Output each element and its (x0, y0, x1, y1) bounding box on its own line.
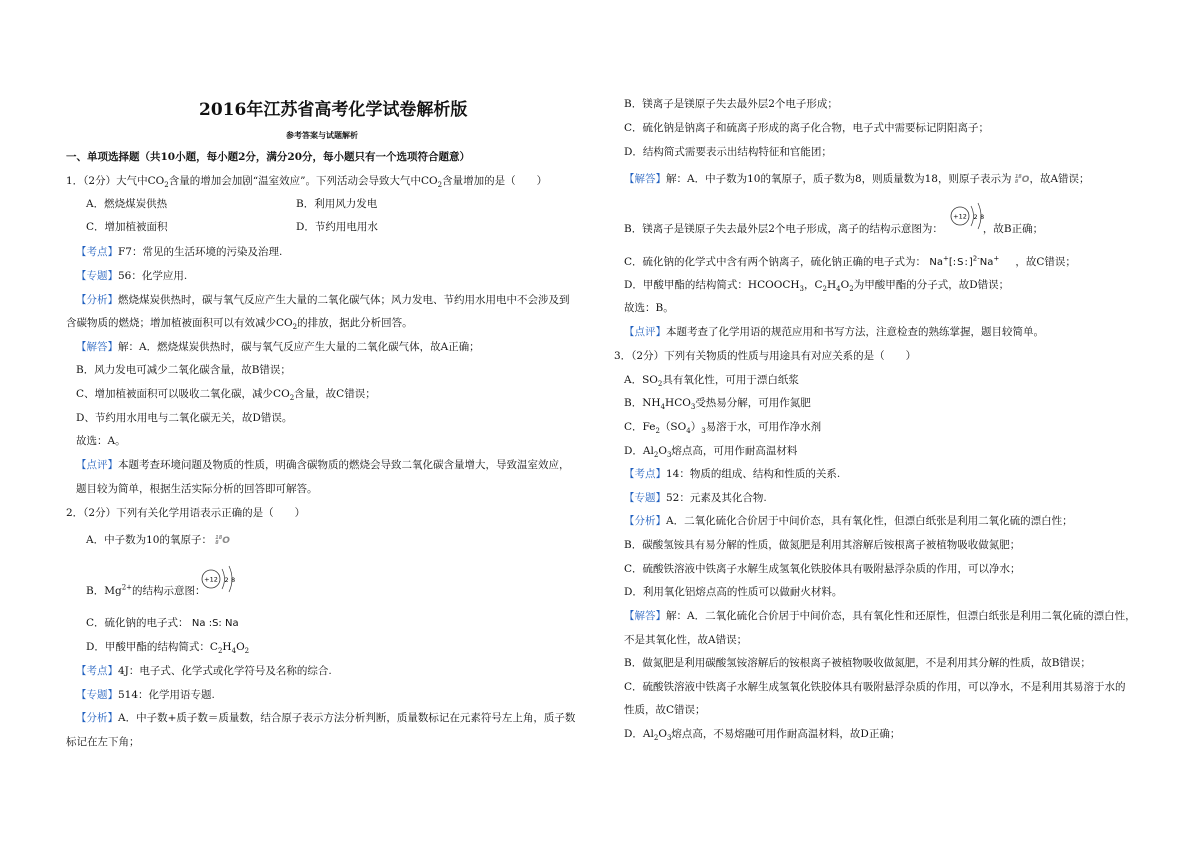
q2-dianping (624, 325, 1044, 339)
subscript: 3 (666, 451, 672, 460)
q1-option-c: C．增加植被面积 (86, 221, 168, 233)
subscript: 2 (822, 285, 827, 294)
subscript: 2 (164, 181, 169, 190)
text-part: 的结构示意图： (132, 585, 206, 597)
q3-jieda-2: 不是其氧化性，故A错误； (624, 634, 748, 646)
text-part: B．NH (624, 397, 661, 409)
q3-stem: 3．（2分）下列有关物质的性质与用途具有对应关系的是（ ） (614, 350, 917, 362)
tag-label: 【分析】 (624, 515, 666, 527)
element-symbol: Na (929, 257, 943, 268)
subscript: 2 (653, 451, 659, 460)
subscript: 2 (437, 181, 443, 190)
q1-fenxi (76, 293, 570, 307)
mg-ion-structure-diagram (200, 562, 240, 596)
tag-label: 【分析】 (76, 294, 118, 306)
text-part: O (840, 279, 850, 291)
element-symbol: O (222, 536, 230, 546)
q2-option-b (86, 584, 206, 598)
element-symbol: Na (224, 618, 239, 629)
subscript: 2 (657, 380, 663, 389)
tag-label: 【解答】 (624, 173, 666, 185)
subscript: 2 (849, 285, 854, 294)
tag-label: 【点评】 (624, 326, 666, 338)
shell-electrons: 8 (231, 576, 236, 584)
tag-label: 【专题】 (76, 270, 118, 282)
q3-fenxi-text: A．二氧化硫化合价居于中间价态，具有氧化性，但漂白纸张是利用二氧化硫的漂白性； (666, 515, 1073, 527)
subscript: 2 (292, 323, 298, 332)
q2-kaodian (76, 664, 332, 678)
q3-jieda (624, 609, 1136, 623)
superscript: 2+ (121, 583, 133, 592)
nucleus-charge: +12 (204, 575, 218, 584)
na2s-wrong-formula (192, 618, 239, 629)
subscript: 3 (799, 285, 804, 294)
shell-electrons: 8 (980, 213, 985, 221)
tag-label: 【解答】 (76, 341, 118, 353)
subscript: 4 (836, 285, 841, 294)
oxygen-isotope-symbol (215, 534, 230, 548)
q3-zhuanti (624, 491, 767, 505)
text-part: 熔点高，不易熔融可用作耐高温材料，故D正确； (671, 728, 901, 740)
q3-fenxi-4: D．利用氧化铝熔点高的性质可以做耐火材料。 (624, 586, 843, 598)
q3-jieda-text: 解：A．二氧化硫化合价居于中间价态，具有氧化性和还原性，但漂白纸张是利用二氧化硫的漂白性， (666, 610, 1136, 622)
text-part: D．甲酸甲酯的结构简式：C (86, 641, 218, 653)
text-part: ，故C错误； (1015, 256, 1076, 268)
q2-zhuanti (76, 688, 215, 702)
q1-jieda-5: 故选：A。 (76, 435, 126, 447)
text-part: H (827, 279, 837, 291)
q1-fenxi-text: 燃烧煤炭供热时，碳与氧气反应产生大量的二氧化碳气体；风力发电、节约用水用电中不会涉及到 (118, 294, 570, 306)
q3-jieda-4: C．硫酸铁溶液中铁离子水解生成氢氧化铁胶体具有吸附悬浮杂质的作用，可以净水，不是利用其易溶于水的 (624, 681, 1126, 693)
q3-option-c (624, 420, 821, 434)
tag-label: 【专题】 (624, 492, 666, 504)
q3-kaodian (624, 467, 840, 481)
text-part: A．SO (624, 374, 658, 386)
text-part: 具有氧化性，可用于漂白纸浆 (662, 374, 799, 386)
q3-option-b (624, 396, 811, 410)
tag-label: 【考点】 (624, 468, 666, 480)
text-part: A．中子数为10的氧原子： (86, 534, 212, 546)
text-part: O (658, 728, 667, 740)
text-part: B．镁离子是镁原子失去最外层2个电子形成，离子的结构示意图为： (624, 223, 943, 235)
q3-fenxi (624, 514, 1073, 528)
q1-jieda-3 (76, 387, 376, 401)
text-part: 的排放，据此分析回答。 (297, 317, 413, 329)
page-subtitle: 参考答案与试题解析 (286, 130, 358, 140)
text-part: O (236, 641, 245, 653)
q1-stem-part: 含量增加的是（ ） (442, 175, 548, 187)
q2-jieda-3 (624, 255, 1076, 270)
q1-stem-part: 1．（2分）大气中CO (66, 175, 165, 187)
q1-dianping-text: 本题考查环境问题及物质的性质，明确含碳物质的燃烧会导致二氧化碳含量增大，导致温室效应， (118, 459, 570, 471)
text-part: C．硫化钠的电子式： (86, 617, 189, 629)
text-part: D．甲酸甲酯的结构简式：HCOOCH (624, 279, 800, 291)
element-symbol: Na (979, 257, 994, 268)
na2s-correct-formula: Na+[:S:]$^{2-}$Na+ (929, 254, 1000, 268)
shell-electrons: 2 (224, 576, 229, 584)
q1-stem (66, 174, 547, 188)
q3-fenxi-3: C．硫酸铁溶液中铁离子水解生成氢氧化铁胶体具有吸附悬浮杂质的作用，可以净水； (624, 563, 1021, 575)
text-part: O (658, 445, 667, 457)
element-symbol: S (957, 257, 965, 268)
mass-number: 18 (215, 534, 223, 541)
sulfur-dots: :S: (952, 257, 969, 268)
text-part: D．Al (624, 728, 654, 740)
q2-jieda-5: 故选：B。 (624, 302, 674, 314)
q2-fenxi-5: D．结构简式需要表示出结构特征和官能团； (624, 146, 832, 158)
q1-fenxi-2 (66, 316, 413, 330)
q2-jieda-4 (624, 278, 1009, 292)
nucleus-charge: +12 (953, 212, 967, 221)
text-part: 含量，故C错误； (294, 388, 376, 400)
text-part: ） (690, 421, 702, 433)
text-part: 受热易分解，可用作氮肥 (695, 397, 811, 409)
text-part: 为甲酸甲酯的分子式，故D错误； (853, 279, 1010, 291)
q1-option-b: B．利用风力发电 (296, 198, 378, 210)
subscript: 3 (701, 427, 706, 436)
tag-label: 【点评】 (76, 459, 118, 471)
q2-fenxi-2: 标记在左下角； (66, 736, 140, 748)
superscript: 2- (972, 254, 980, 263)
element-symbol: O (1021, 175, 1030, 185)
mg-ion-structure-diagram (949, 199, 989, 233)
q3-option-d (624, 444, 797, 458)
subscript: 2 (244, 647, 250, 656)
q2-option-d (86, 640, 249, 654)
q2-kaodian-text: 4J：电子式、化学式或化学符号及名称的综合. (118, 665, 332, 677)
subscript: 3 (666, 734, 672, 743)
text-part: HCO (665, 397, 691, 409)
q2-option-a (86, 533, 230, 548)
q2-option-c (86, 616, 239, 631)
q1-jieda (76, 340, 480, 354)
text-part: C．Fe (624, 421, 656, 433)
q1-dianping-2: 题目较为简单，根据生活实际分析的回答即可解答。 (76, 483, 318, 495)
q1-zhuanti-text: 56：化学应用. (118, 270, 188, 282)
page-title: 2016年江苏省高考化学试卷解析版 (199, 100, 468, 120)
text-part: H (222, 641, 232, 653)
q1-kaodian-text: F7：常见的生活环境的污染及治理. (118, 246, 283, 258)
q1-option-a: A．燃烧煤炭供热 (86, 198, 168, 210)
tag-label: 【考点】 (76, 246, 118, 258)
atomic-number: 8 (215, 539, 219, 546)
text-part: 含碳物质的燃烧；增加植被面积可以有效减少CO (66, 317, 293, 329)
text-part: 易溶于水，可用作净水剂 (705, 421, 822, 433)
tag-label: 【专题】 (76, 689, 118, 701)
section-heading: 一、单项选择题（共10小题，每小题2分，满分20分，每小题只有一个选项符合题意） (66, 151, 471, 163)
text-part: C、增加植被面积可以吸收二氧化碳，减少CO (76, 388, 290, 400)
shell-electrons: 2 (973, 213, 978, 221)
subscript: 2 (289, 394, 295, 403)
q1-zhuanti (76, 269, 187, 283)
q3-kaodian-text: 14：物质的组成、结构和性质的关系. (666, 468, 841, 480)
text-part: B．Mg (86, 585, 122, 597)
element-symbol: S (212, 618, 219, 629)
text-part: C．硫化钠的化学式中含有两个钠离子，硫化钠正确的电子式为： (624, 256, 927, 268)
subscript: 3 (690, 403, 696, 412)
q2-fenxi-3: B．镁离子是镁原子失去最外层2个电子形成； (624, 98, 838, 110)
text-part: 解：A．中子数为10的氧原子，质子数为8，则质量数为18，则原子表示为 (666, 173, 1012, 185)
subscript: 2 (653, 734, 659, 743)
subscript: 4 (686, 427, 691, 436)
q2-jieda (624, 172, 1090, 187)
text-part: ，故B正确； (982, 223, 1044, 235)
tag-label: 【分析】 (76, 712, 118, 724)
subscript: 4 (231, 647, 237, 656)
q1-jieda-4: D、节约用水用电与二氧化碳无关，故D错误。 (76, 412, 293, 424)
text-part: D．Al (624, 445, 654, 457)
element-symbol: Na (191, 618, 206, 629)
q1-option-d: D．节约用电用水 (296, 221, 378, 233)
q1-jieda-2: B．风力发电可减少二氧化碳含量，故B错误； (76, 364, 291, 376)
q2-fenxi-text: A．中子数+质子数＝质量数，结合原子表示方法分析判断，质量数标记在元素符号左上角，质子数 (118, 712, 576, 724)
q3-jieda-3: B．做氮肥是利用碳酸氢铵溶解后的铵根离子被植物吸收做氮肥，不是利用其分解的性质，故B错误； (624, 657, 1091, 669)
text-part: ，C (803, 279, 823, 291)
tag-label: 【考点】 (76, 665, 118, 677)
q2-fenxi-4: C．硫化钠是钠离子和硫离子形成的离子化合物，电子式中需要标记阴阳离子； (624, 122, 990, 134)
mass-number: 18 (1014, 173, 1022, 180)
superscript: + (943, 254, 949, 263)
q1-stem-part: 含量的增加会加剧“温室效应”。下列活动会导致大气中CO (168, 175, 438, 187)
text-part: （SO (659, 421, 687, 433)
sulfur-dots: :S: (208, 618, 222, 629)
text-part: ，故A错误； (1029, 173, 1090, 185)
subscript: 4 (660, 403, 666, 412)
q1-dianping (76, 458, 570, 472)
text-part: 熔点高，可用作耐高温材料 (671, 445, 798, 457)
q2-stem: 2．（2分）下列有关化学用语表示正确的是（ ） (66, 507, 306, 519)
q1-jieda-text: 解：A．燃烧煤炭供热时，碳与氧气反应产生大量的二氧化碳气体，故A正确； (118, 341, 480, 353)
atomic-number: 8 (1014, 178, 1019, 185)
subscript: 2 (217, 647, 223, 656)
q3-zhuanti-text: 52：元素及其化合物. (666, 492, 767, 504)
q2-fenxi (76, 711, 575, 725)
q1-kaodian (76, 245, 282, 259)
q3-option-a (624, 373, 799, 387)
q3-fenxi-2: B．碳酸氢铵具有易分解的性质，做氮肥是利用其溶解后铵根离子被植物吸收做氮肥； (624, 539, 1021, 551)
q3-jieda-6 (624, 727, 900, 741)
oxygen-isotope-symbol (1015, 173, 1030, 187)
tag-label: 【解答】 (624, 610, 666, 622)
q2-zhuanti-text: 514：化学用语专题. (118, 689, 215, 701)
superscript: + (993, 254, 1000, 263)
subscript: 2 (655, 427, 660, 436)
q3-jieda-5: 性质，故C错误； (624, 704, 706, 716)
q2-dianping-text: 本题考查了化学用语的规范应用和书写方法，注意检查的熟练掌握，题目较简单。 (666, 326, 1044, 338)
